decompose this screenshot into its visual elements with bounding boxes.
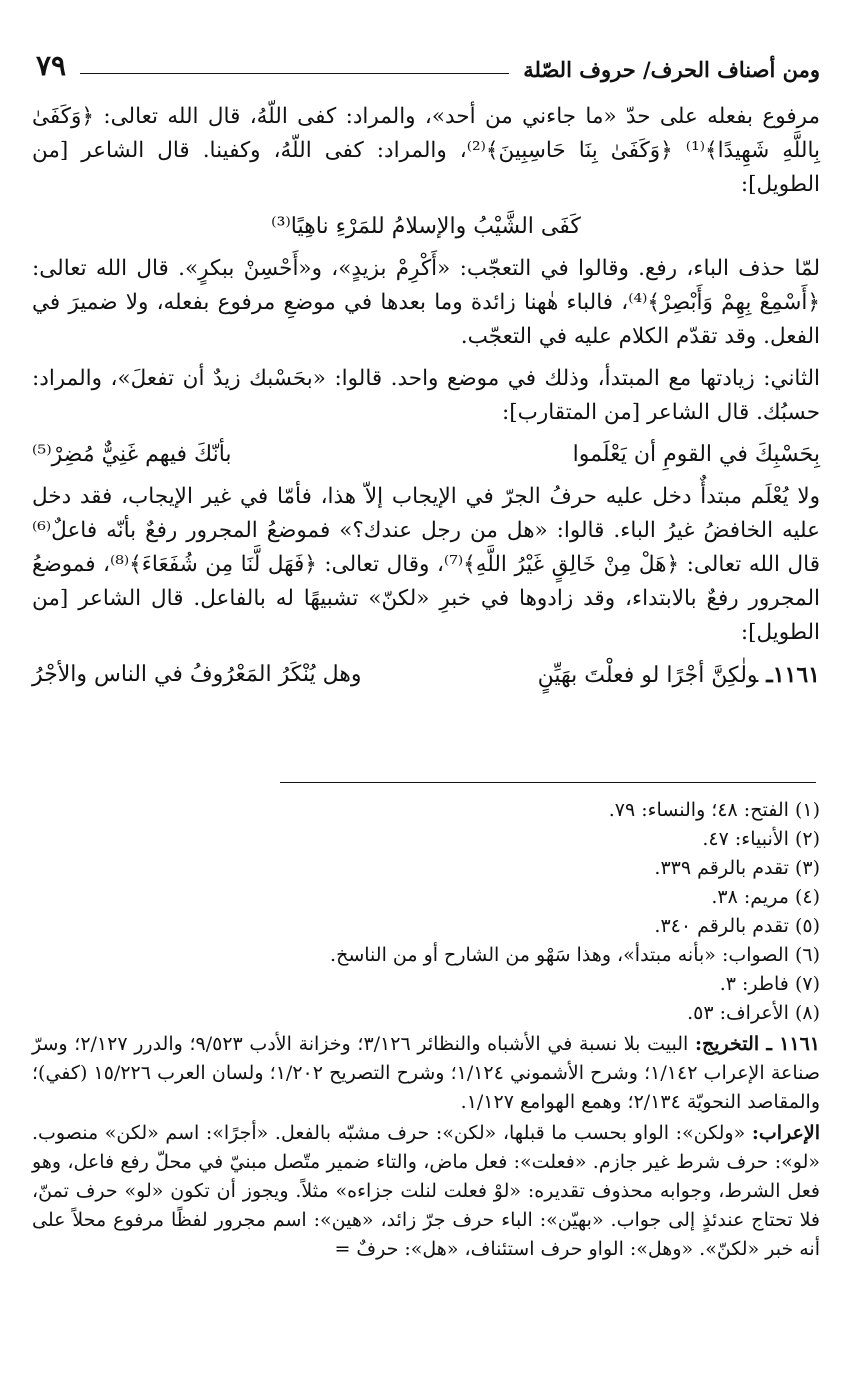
footnotes [32, 796, 820, 1264]
verse-hemistich-first: بِحَسْبِكَ في القومِ أن يَعْلَموا [572, 442, 820, 467]
footnote-item: (٦) الصواب: «بأنه مبتدأ»، وهذا سَهْو من الشارح أو من الناسخ. [330, 944, 820, 966]
footnote-item: (٧) فاطر: ٣. [719, 973, 820, 995]
footnote-item: (١) الفتح: ٤٨؛ والنساء: ٧٩. [608, 799, 820, 821]
page-number: ٧٩ [36, 49, 67, 82]
footnote-item: (٨) الأعراف: ٥٣. [687, 1002, 820, 1024]
footnote-item: (٥) تقدم بالرقم ٣٤٠. [654, 915, 820, 937]
paragraph-3: الثاني: زيادتها مع المبتدأ، وذلك في موضع واحد. قالوا: «بحَسْبك زيدٌ أن تفعلَ»، والمراد: حسبُك. قال الشاعر [من المتقارب]: [32, 366, 820, 425]
takhrij-note [32, 1030, 820, 1117]
header-rule [80, 73, 509, 74]
main-text [32, 100, 820, 701]
page-header [36, 42, 820, 82]
verse-hemistich-second: وهل يُنْكَرُ المَعْرُوفُ في الناس والأجْرُ [32, 662, 362, 687]
irab-label: الإعراب: [751, 1122, 820, 1144]
footnote-item: (٣) تقدم بالرقم ٣٣٩. [654, 857, 820, 879]
footnote-separator [280, 782, 816, 783]
verse-1161 [32, 658, 820, 693]
paragraph-4: ولا يُعْلَم مبتدأٌ دخل عليه حرفُ الجرّ في الإيجاب إلاّ هذا، فأمّا في غير الإيجاب، فقد دخل عليه الخافضُ غيرُ الباء. قالوا: «هل من رجل عندك؟» فموضعُ المجرور رفعٌ بأنّه فاعلٌ⁽⁶⁾ قال الله تعالى: ﴿هَلْ مِنْ خَالِقٍ غَيْرُ اللَّهِ﴾⁽⁷⁾، وقال تعالى: ﴿فَهَل لَّنَا مِن شُفَعَاءَ﴾⁽⁸⁾، فموضعُ المجرور رفعٌ بالابتداء، وقد زادوها في خبرِ «لكنّ» تشبيهًا له بالفاعل. قال الشاعر [من الطويل]: [32, 484, 820, 645]
verse-number: ١١٦١ـ [766, 662, 820, 688]
footnote-item: (٤) مريم: ٣٨. [711, 886, 820, 908]
takhrij-text: البيت بلا نسبة في الأشباه والنظائر ٣/١٢٦؛ وخزانة الأدب ٩/٥٢٣؛ والدرر ٢/١٢٧؛ وسرّ صناعة الإعراب ١/١٤٢؛ وشرح الأشموني ١/١٢٤؛ وشرح التصريح ١/٢٠٢؛ ولسان العرب ١٥/٢٢٦ (كفي)؛ والمقاصد النحويّة ٢/١٣٤؛ وهمع الهوامع ١/١٢٧. [32, 1033, 820, 1113]
verse-kafa-alshaybu: كَفَى الشَّيْبُ والإسلامُ للمَرْءِ ناهِيًا⁽³⁾ [271, 214, 581, 239]
verse-hemistich-first: ولٰكِنَّ أجْرًا لو فعلْتَ بهَيِّنٍ [537, 663, 759, 688]
footnote-item: (٢) الأنبياء: ٤٧. [702, 828, 820, 850]
running-title: ومن أصناف الحرف/ حروف الصّلة [523, 57, 820, 82]
verse-bihasbika [32, 438, 820, 472]
takhrij-label: ١١٦١ ـ التخريج: [694, 1033, 821, 1055]
verse-hemistich-second: بأنّكَ فيهم غَنِيٌّ مُضِرْ⁽⁵⁾ [32, 442, 232, 467]
irab-text: «ولكن»: الواو بحسب ما قبلها، «لكن»: حرف مشبّه بالفعل. «أجرًا»: اسم «لكن» منصوب. «لو»: حرف شرط غير جازم. «فعلت»: فعل ماض، والتاء ضمير متّصل مبنيّ في محلّ رفع فاعل، وهو فعل الشرط، وجوابه محذوف تقديره: «لوْ فعلت لنلت جزاءه» مثلاً. ويجوز أن تكون «لو» حرف تمنّ، فلا تحتاج عندئذٍ إلى جواب. «بهيّن»: الباء حرف جرّ زائد، «هين»: اسم مجرور لفظًا مرفوع محلاً على أنه خبر «لكنّ». «وهل»: الواو حرف استئناف، «هل»: حرفٌ = [32, 1122, 820, 1260]
paragraph-1: مرفوع بفعله على حدّ «ما جاءني من أحد»، والمراد: كفى اللّهُ، قال الله تعالى: ﴿وَكَفَىٰ بِاللَّهِ شَهِيدًا﴾⁽¹⁾ ﴿وَكَفَىٰ بِنَا حَاسِبِينَ﴾⁽²⁾، والمراد: كفى اللّهُ، وكفينا. قال الشاعر [من الطويل]: [32, 104, 820, 197]
irab-note [32, 1119, 820, 1264]
paragraph-2: لمّا حذف الباء، رفع. وقالوا في التعجّب: «أَكْرِمْ بزيدٍ»، و«أَحْسِنْ ببكرٍ». قال الله تعالى: ﴿أَسْمِعْ بِهِمْ وَأَبْصِرْ﴾⁽⁴⁾، فالباء هٰهنا زائدة وما بعدها في موضعِ مرفوع بفعله، ولا ضميرَ في الفعل. وقد تقدّم الكلام عليه في التعجّب. [32, 256, 820, 349]
